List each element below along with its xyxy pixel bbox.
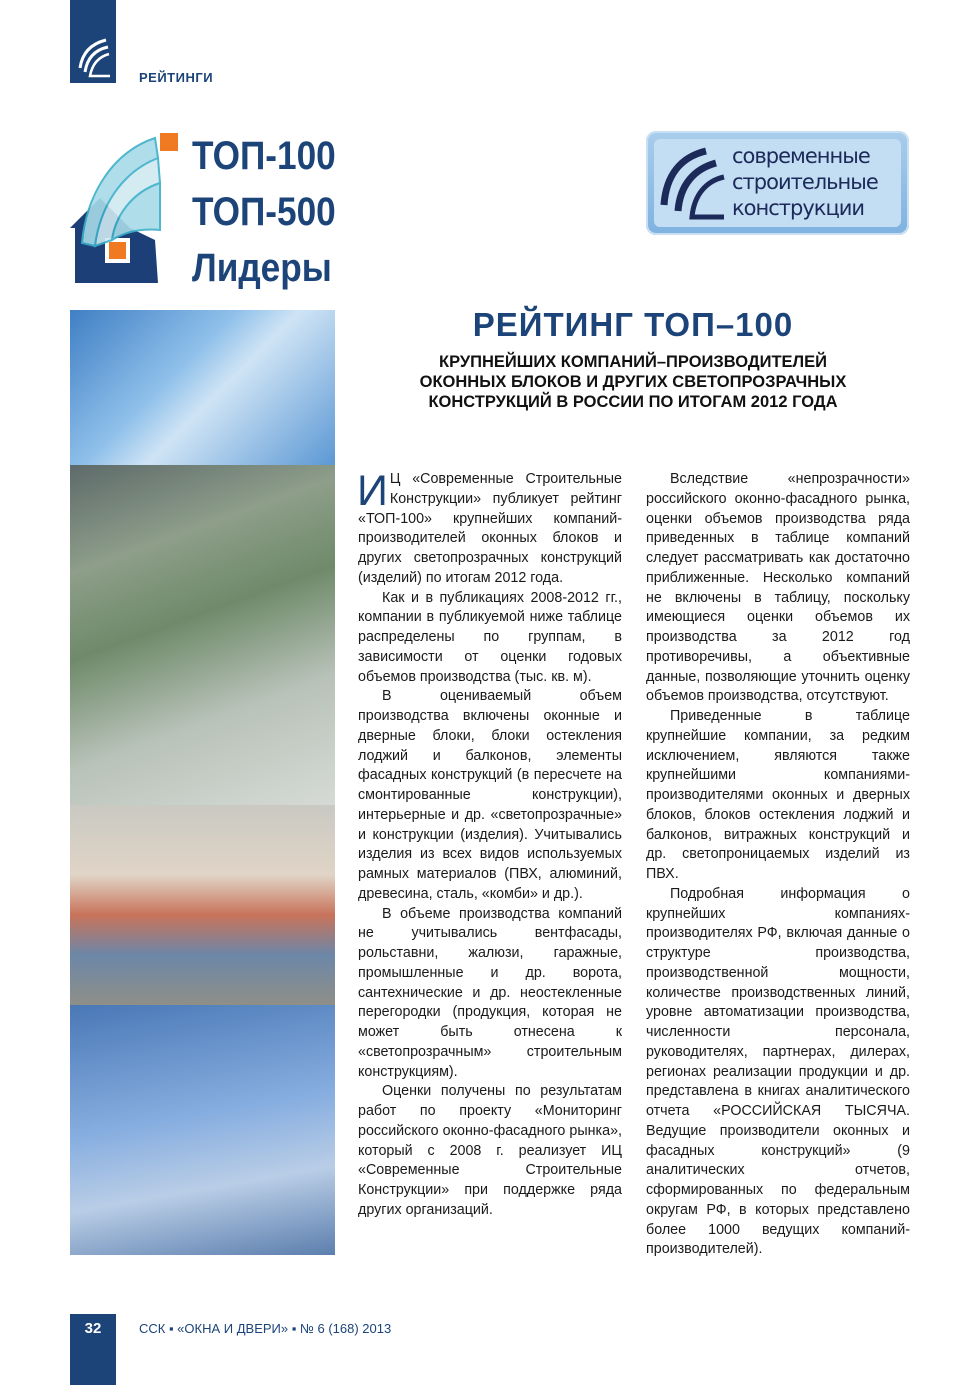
factory-photo-1	[70, 465, 335, 805]
paragraph	[357, 467, 622, 589]
logo-line-leaders: Лидеры	[192, 246, 332, 290]
paragraph: Вследствие «непрозрачности» российского оконно-фасадного рынка, оценки объемов производства ряда приведенных в таблице компаний следует рассматривать как достаточно приближенные. Несколько компаний не включены в таблицу, поскольку имеющиеся оценки объемов их производства за 2012 год противоречивы, а объективные данные, позволяющие уточнить оценку объемов производства, отсутствуют.	[646, 471, 910, 705]
page-number: 32	[84, 1320, 102, 1337]
header-tab	[70, 0, 116, 83]
text-column-1	[357, 467, 622, 1221]
rating-logo-text	[192, 128, 336, 296]
logo-line-top500: ТОП-500	[192, 190, 336, 234]
publisher-line-1: современные	[732, 144, 870, 168]
paragraph-text: Ц «Современные Строительные Конструкции» публикует рейтинг «ТОП-100» крупнейших компаний-производителей оконных блоков и других светопрозрачных конструкций (изделий) по итогам 2012 года.	[358, 471, 622, 586]
publisher-line-3: конструкции	[732, 196, 865, 220]
window-photo	[70, 310, 335, 465]
magazine-logo-icon	[76, 38, 110, 78]
paragraph: В оцениваемый объем производства включены оконные и дверные блоки, блоки остекления лоджий и балконов, элементы фасадных конструкций (в пересчете на смонтированные конструкции), интерьерные и др. «светопрозрачные» и конструкции (изделия). Учитывались изделия из всех видов используемых рамных материалов (ПВХ, алюминий, древесина, сталь, «комби» и др.).	[358, 688, 622, 902]
drop-cap: И	[357, 467, 388, 515]
text-column-2	[646, 470, 910, 1260]
subtitle-line: ОКОННЫХ БЛОКОВ И ДРУГИХ СВЕТОПРОЗРАЧНЫХ	[419, 373, 847, 391]
section-label: РЕЙТИНГИ	[139, 70, 214, 85]
machine-photo	[70, 1005, 335, 1255]
paragraph: Оценки получены по результатам работ по проекту «Мониторинг российского оконно-фасадного рынка», который с 2008 г. реализует ИЦ «Современные Строительные Конструкции» при поддержке ряда других организаций.	[358, 1083, 622, 1218]
subtitle-line: КРУПНЕЙШИХ КОМПАНИЙ–ПРОИЗВОДИТЕЛЕЙ	[439, 353, 827, 371]
paragraph: Как и в публикациях 2008-2012 гг., компании в публикуемой ниже таблице распределены по группам, в зависимости от оценки годовых объемов производства (тыс. кв. м).	[358, 589, 622, 685]
publisher-logo-icon	[656, 145, 726, 221]
paragraph: Приведенные в таблице крупнейшие компании, за редким исключением, являются также крупнейшими компаниями-производителями оконных и дверных блоков, блоков остекления лоджий и балконов, витражных конструкций и др. светопроницаемых изделий из ПВХ.	[646, 708, 910, 882]
paragraph: Подробная информация о крупнейших компаниях-производителях РФ, включая данные о структуре производства, производственной мощности, количестве производственных линий, уровне автоматизации производства, численности персонала, руководителях, партнерах, дилерах, регионах реализации продукции и др. представлена в книгах аналитического отчета «РОССИЙСКАЯ ТЫСЯЧА. Ведущие производители оконных и фасадных конструкций» (9 аналитических отчетов, сформированных по федеральным округам РФ, в которых представлено более 1000 ведущих компаний-производителей).	[646, 885, 910, 1258]
page-number-tab	[70, 1314, 116, 1385]
photo-strip	[70, 310, 335, 1255]
factory-photo-2	[70, 805, 335, 1005]
publisher-line-2: строительные	[732, 170, 878, 194]
publisher-logo	[646, 131, 909, 235]
paragraph: В объеме производства компаний не учитывались вентфасады, рольставни, жалюзи, гаражные, промышленные и др. ворота, сантехнические и др. неостекленные перегородки (продукция, которая не может быть отнесена к «светопрозрачным» строительным конструкциям).	[358, 905, 622, 1080]
footer-publication: ССК ▪ «ОКНА И ДВЕРИ» ▪ № 6 (168) 2013	[139, 1321, 392, 1336]
subtitle-line: КОНСТРУКЦИЙ В РОССИИ ПО ИТОГАМ 2012 ГОДА	[428, 393, 838, 411]
article-subtitle	[360, 352, 906, 412]
house-logo-icon	[70, 128, 185, 283]
article-title: РЕЙТИНГ ТОП–100	[472, 306, 794, 343]
logo-line-top100: ТОП-100	[192, 134, 336, 178]
